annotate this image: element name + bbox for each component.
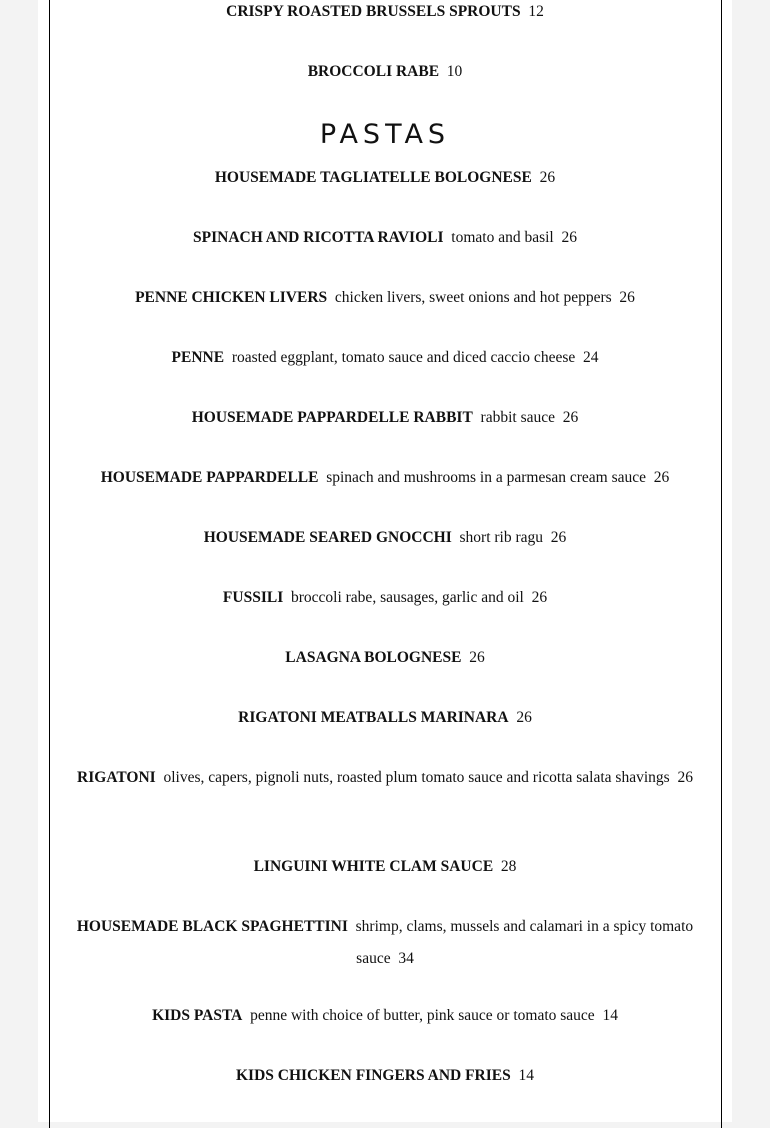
menu-item-seared-gnocchi xyxy=(38,522,732,554)
item-name: HOUSEMADE TAGLIATELLE BOLOGNESE xyxy=(214,169,532,186)
item-description: broccoli rabe, sausages, garlic and oil xyxy=(290,589,524,606)
item-name: BROCCOLI RABE xyxy=(307,63,440,80)
item-name: HOUSEMADE PAPPARDELLE xyxy=(100,469,319,486)
item-price: 26 xyxy=(677,769,693,786)
menu-item-spinach-ricotta-ravioli xyxy=(38,222,732,254)
item-name: FUSSILI xyxy=(222,589,284,606)
menu-item-rigatoni-meatballs xyxy=(38,702,732,734)
item-price: 26 xyxy=(469,649,485,666)
item-description: roasted eggplant, tomato sauce and diced caccio cheese xyxy=(231,349,576,366)
menu-item-pappardelle-spinach xyxy=(38,462,732,494)
item-price: 14 xyxy=(518,1067,534,1084)
item-name: HOUSEMADE BLACK SPAGHETTINI xyxy=(76,918,348,935)
menu-item-kids-chicken-fingers xyxy=(38,1060,732,1092)
item-price: 34 xyxy=(398,950,414,967)
menu-item-black-spaghettini xyxy=(68,911,702,975)
item-description: tomato and basil xyxy=(451,229,554,246)
item-price: 26 xyxy=(539,169,556,186)
item-name: HOUSEMADE SEARED GNOCCHI xyxy=(203,529,452,546)
item-description: short rib ragu xyxy=(459,529,544,546)
item-price: 26 xyxy=(619,289,635,306)
menu-item-linguini-clam xyxy=(38,851,732,883)
menu-item-brussels-sprouts xyxy=(38,0,732,28)
item-name: CRISPY ROASTED BRUSSELS SPROUTS xyxy=(226,3,521,20)
item-price: 24 xyxy=(582,349,599,366)
item-price: 26 xyxy=(561,229,577,246)
item-name: RIGATONI xyxy=(77,769,156,786)
item-name: LINGUINI WHITE CLAM SAUCE xyxy=(253,858,494,875)
item-price: 14 xyxy=(602,1007,618,1024)
item-name: HOUSEMADE PAPPARDELLE RABBIT xyxy=(191,409,473,426)
item-description: spinach and mushrooms in a parmesan cream sauce xyxy=(326,469,647,486)
item-name: SPINACH AND RICOTTA RAVIOLI xyxy=(193,229,444,246)
item-name: PENNE xyxy=(171,349,225,366)
item-description: shrimp, clams, mussels and calamari in a spicy tomato sauce xyxy=(355,918,694,967)
item-price: 26 xyxy=(516,709,532,726)
item-name: RIGATONI MEATBALLS MARINARA xyxy=(238,709,509,726)
item-name: KIDS CHICKEN FINGERS AND FRIES xyxy=(236,1067,511,1084)
menu-item-pappardelle-rabbit xyxy=(38,402,732,434)
menu-item-penne-chicken-livers xyxy=(38,282,732,314)
menu-item-fussili xyxy=(38,582,732,614)
item-price: 28 xyxy=(500,858,517,875)
item-price: 26 xyxy=(653,469,670,486)
item-description: penne with choice of butter, pink sauce or tomato sauce xyxy=(250,1007,595,1024)
item-name: LASAGNA BOLOGNESE xyxy=(285,649,462,666)
section-title-pastas: PASTAS xyxy=(319,119,451,150)
item-description: rabbit sauce xyxy=(480,409,555,426)
menu-item-penne-eggplant xyxy=(38,342,732,374)
menu-item-lasagna-bolognese xyxy=(38,642,732,674)
item-price: 26 xyxy=(550,529,567,546)
item-name: KIDS PASTA xyxy=(152,1007,243,1024)
item-price: 10 xyxy=(446,63,463,80)
menu-item-rigatoni-olives xyxy=(68,762,702,794)
menu-item-broccoli-rabe xyxy=(38,56,732,88)
item-description: chicken livers, sweet onions and hot peppers xyxy=(334,289,612,306)
item-name: PENNE CHICKEN LIVERS xyxy=(135,289,328,306)
item-price: 26 xyxy=(531,589,548,606)
menu-page xyxy=(38,0,732,1122)
item-description: olives, capers, pignoli nuts, roasted plum tomato sauce and ricotta salata shavings xyxy=(163,769,670,786)
item-price: 26 xyxy=(562,409,579,426)
item-price: 12 xyxy=(528,3,544,20)
menu-item-kids-pasta xyxy=(38,1000,732,1032)
menu-item-tagliatelle-bolognese xyxy=(38,162,732,194)
